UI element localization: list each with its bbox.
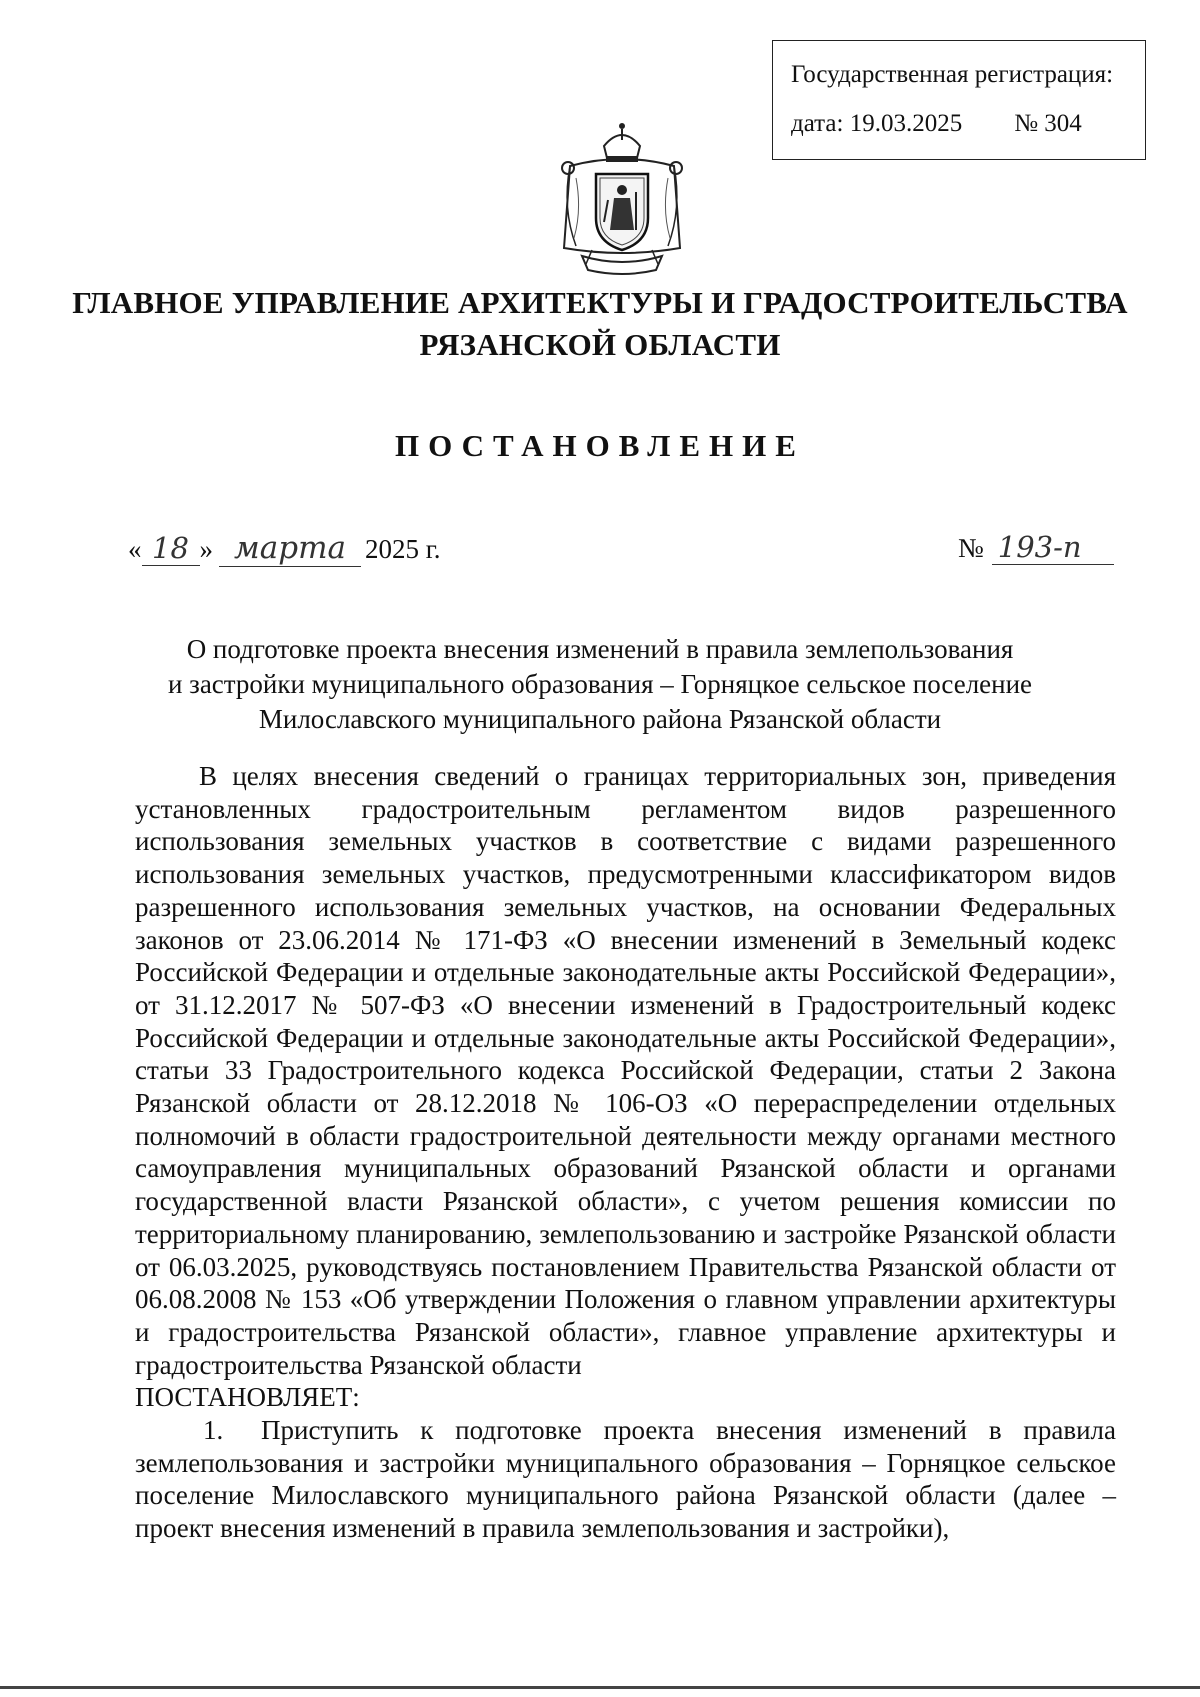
document-number bbox=[958, 530, 1114, 565]
registration-details bbox=[791, 108, 1145, 140]
date-day-handwritten: 18 bbox=[142, 531, 200, 566]
page-bottom-edge bbox=[0, 1686, 1200, 1689]
resolves-keyword: ПОСТАНОВЛЯЕТ: bbox=[135, 1382, 360, 1413]
number-sign: № bbox=[958, 533, 984, 563]
date-month-handwritten: марта bbox=[219, 530, 361, 567]
subject-line-3: Милославского муниципального района Рязанской области bbox=[258, 704, 942, 734]
registration-number: № 304 bbox=[1014, 110, 1082, 137]
organization-line-1: ГЛАВНОЕ УПРАВЛЕНИЕ АРХИТЕКТУРЫ И ГРАДОСТРОИТЕЛЬСТВА bbox=[72, 285, 1128, 320]
organization-name bbox=[0, 282, 1200, 366]
document-type-title: ПОСТАНОВЛЕНИЕ bbox=[395, 428, 805, 463]
organization-line-2: РЯЗАНСКОЙ ОБЛАСТИ bbox=[419, 327, 781, 362]
date-year: 2025 г. bbox=[365, 534, 441, 564]
document-body bbox=[135, 760, 1116, 1545]
item-1-text: Приступить к подготовке проекта внесения изменений в правила землепользования и застройки муниципального образования – Горняцкое сельское поселение Милославского муниципального района Рязанской области (далее – проект внесения изменений в правила землепользования и застройки), bbox=[135, 1415, 1116, 1544]
preamble-paragraph: В целях внесения сведений о границах территориальных зон, приведения установленных градостроительным регламентом видов разрешенного использования земельных участков в соответствие с видами разрешенного использования земельных участков, предусмотренными классификатором видов разрешенного использования земельных участков, на основании Федеральных законов от 23.06.2014 № 171-ФЗ «О внесении изменений в Земельный кодекс Российской Федерации и отдельные законодательные акты Российской Федерации», от 31.12.2017 № 507-ФЗ «О внесении изменений в Градостроительный кодекс Российской Федерации и отдельные законодательные акты Российской Федерации», статьи 33 Градостроительного кодекса Российской Федерации, статьи 2 Закона Рязанской области от 28.12.2018 № 106-ОЗ «О перераспределении отдельных полномочий в области градостроительной деятельности между органами местного самоуправления муниципальных образований Рязанской области и органами государственной власти Рязанской области», с учетом решения комиссии по территориальному планированию, землепользованию и застройке Рязанской области от 06.03.2025, руководствуясь постановлением Правительства Рязанской области от 06.08.2008 № 153 «Об утверждении Положения о главном управлении архитектуры и градостроительства Рязанской области», главное управление архитектуры и градостроительства Рязанской области bbox=[135, 761, 1116, 1380]
resolution-item-1 bbox=[135, 1414, 1116, 1545]
ryazan-coat-of-arms-icon bbox=[552, 118, 692, 278]
document-subject bbox=[0, 632, 1200, 737]
registration-stamp bbox=[772, 40, 1146, 160]
registration-date: дата: 19.03.2025 bbox=[791, 110, 963, 137]
subject-line-1: О подготовке проекта внесения изменений в правила землепользования bbox=[186, 634, 1014, 664]
date-close-quote: » bbox=[199, 534, 213, 564]
registration-heading: Государственная регистрация: bbox=[791, 61, 1114, 88]
date-open-quote: « bbox=[128, 534, 142, 564]
document-date bbox=[128, 530, 441, 567]
item-1-number: 1. bbox=[203, 1415, 224, 1446]
number-handwritten: 193-п bbox=[992, 530, 1114, 565]
subject-line-2: и застройки муниципального образования – Горняцкое сельское поселение bbox=[167, 669, 1033, 699]
